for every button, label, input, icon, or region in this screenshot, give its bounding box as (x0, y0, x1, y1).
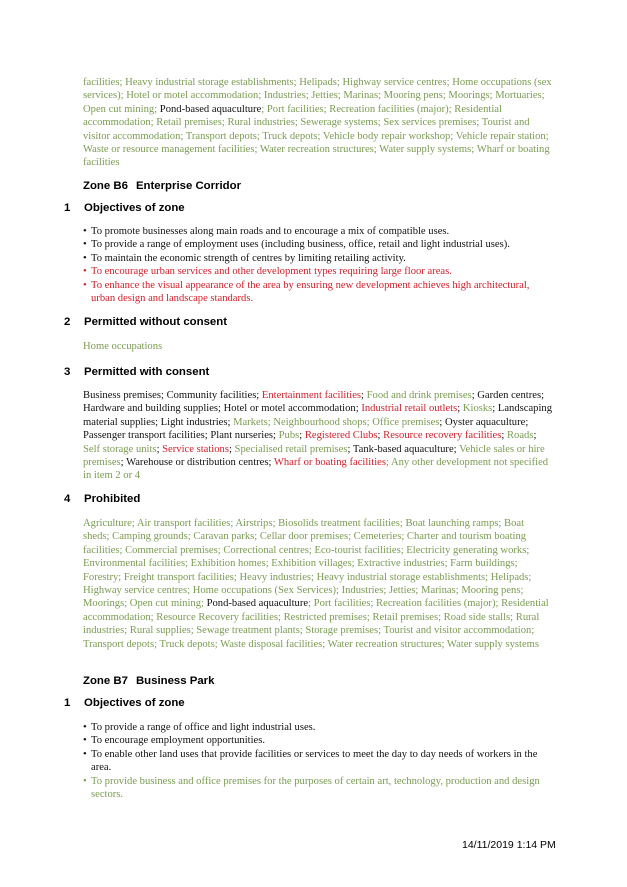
bullet-item: • To provide a range of office and light industrial uses. (83, 721, 553, 734)
objectives-list (83, 721, 553, 801)
permitted-without-consent-text (83, 340, 553, 353)
bullet-item: • To maintain the economic strength of centres by limiting retailing activity. (83, 252, 553, 265)
text-run: ; Any other development not specified in item 2 or 4 (83, 457, 549, 482)
section-heading-objectives (64, 202, 185, 214)
bullet-item: • To enable other land uses that provide facilities or services to meet the day to day needs of workers in the area. (83, 748, 553, 775)
text-run: Food and drink premises (366, 390, 472, 401)
section-heading-prohibited (64, 493, 140, 505)
text-run: Self storage units (83, 443, 157, 455)
text-run: ; Tank-based aquaculture; (347, 443, 460, 455)
section-heading-permitted-without-consent (64, 316, 227, 328)
text-run: ; (501, 430, 507, 442)
text-run: ; Landscaping material supplies; Light industries; (83, 403, 553, 428)
section-heading-permitted-with-consent (64, 366, 209, 378)
text-run: Home occupations (83, 341, 163, 352)
top-paragraph (83, 76, 553, 170)
text-run: Pubs (278, 430, 300, 442)
section-number: 1 (64, 202, 71, 214)
section-number: 4 (64, 493, 71, 505)
text-run: ; Port facilities; Recreation facilities (major); Residential accommodation; Retail premises; Rural industries; Sewerage systems; Sex services premises; Tourist and visitor accommodation; Transport depots; Truck depots; Vehicle body repair workshop; Vehicle repair station; Waste or resource management facilities; Water recreation structures; Water supply systems; Wharf or boating facilities (83, 103, 550, 169)
text-run: Pond-based aquaculture (159, 103, 262, 115)
text-run: Markets; Neighbourhood shops; Office premises (233, 416, 440, 428)
text-run: ; Oyster aquaculture; Passenger transport facilities; Plant nurseries; (83, 416, 529, 442)
text-run: Roads (506, 430, 534, 442)
bullet-item: • To encourage urban services and other development types requiring large floor areas. (83, 265, 553, 278)
text-run: Vehicle sales or hire premises (83, 443, 545, 469)
zone-title: Business Park (135, 675, 215, 687)
section-number: 3 (64, 366, 71, 378)
section-title: Prohibited (84, 493, 141, 505)
text-run: ; (377, 430, 384, 442)
section-number: 2 (64, 316, 71, 328)
bullet-item: • To provide business and office premises for the purposes of certain art, technology, production and design sectors. (83, 775, 553, 802)
print-timestamp: 14/11/2019 1:14 PM (462, 839, 556, 851)
bullet-item: • To enhance the visual appearance of the area by ensuring new development achieves high architectural, urban design and landscape standards. (83, 279, 553, 306)
text-run: Specialised retail premises (234, 443, 348, 455)
bullet-item: • To encourage employment opportunities. (83, 734, 553, 747)
section-title: Permitted with consent (84, 366, 210, 378)
text-run: ; (457, 403, 463, 415)
text-run: ; (156, 443, 163, 455)
text-run: Wharf or boating facilities (273, 457, 386, 469)
prohibited-text (83, 517, 553, 651)
text-run: facilities; Heavy industrial storage establishments; Helipads; Highway service centres; Home occupations (sex services); Hotel or motel accommodation; Industries; Jetties; Marinas; Mooring pens; Moorings; Mortuaries; Open cut mining; (83, 77, 552, 115)
text-run: ; (361, 390, 367, 401)
text-run: Agriculture; Air transport facilities; Airstrips; Biosolids treatment facilities; Boat launching ramps; Boat sheds; Camping grounds; Caravan parks; Cellar door premises; Cemeteries; Charter and tourism boating facilities; Commercial premises; Correctional centres; Eco-tourist facilities; Electricity generating works; Environmental facilities; Exhibition homes; Exhibition villages; Extractive industries; Farm buildings; Forestry; Freight transport facilities; Heavy industries; Heavy industrial storage establishments; Helipads; Highway service centres; Home occupations (Sex Services); Industries; Jetties; Marinas; Mooring pens; Moorings; Open cut mining; (83, 518, 532, 610)
text-run: ; (299, 430, 305, 442)
text-run: ; (228, 443, 235, 455)
text-run: Kiosks (462, 403, 493, 415)
text-run: ; Garden centres; Hardware and building supplies; Hotel or motel accommodation; (83, 390, 545, 415)
zone-title: Enterprise Corridor (135, 180, 242, 192)
bullet-item: • To promote businesses along main roads and to encourage a mix of compatible uses. (83, 225, 553, 238)
zone-b6-heading (83, 180, 241, 192)
section-heading-objectives (64, 697, 185, 709)
permitted-with-consent-text (83, 389, 553, 483)
section-title: Objectives of zone (84, 202, 185, 214)
zone-code: Zone B6 (83, 180, 128, 192)
zone-b7-heading (83, 675, 214, 687)
text-run: Service stations (162, 443, 229, 455)
text-run: Pond-based aquaculture (206, 598, 309, 610)
zone-code: Zone B7 (83, 675, 128, 687)
objectives-list (83, 225, 553, 305)
text-run: Entertainment facilities (261, 390, 362, 401)
section-title: Objectives of zone (84, 697, 185, 709)
section-number: 1 (64, 697, 71, 709)
text-run: ; Port facilities; Recreation facilities (major); Residential accommodation; Resource Recovery facilities; Restricted premises; Retail premises; Road side stalls; Rural industries; Rural supplies; Sewage treatment plants; Storage premises; Tourist and visitor accommodation; Transport depots; Truck depots; Waste disposal facilities; Water recreation structures; Water supply systems (83, 598, 549, 650)
section-title: Permitted without consent (84, 316, 228, 328)
text-run: ; (533, 430, 537, 442)
text-run: Industrial retail outlets (361, 403, 458, 415)
text-run: Registered Clubs (304, 430, 378, 442)
text-run: ; Warehouse or distribution centres; (120, 457, 274, 469)
bullet-item: • To provide a range of employment uses (including business, office, retail and light industrial uses). (83, 238, 553, 251)
text-run: Business premises; Community facilities; (83, 390, 262, 401)
text-run: Resource recovery facilities (383, 430, 502, 442)
